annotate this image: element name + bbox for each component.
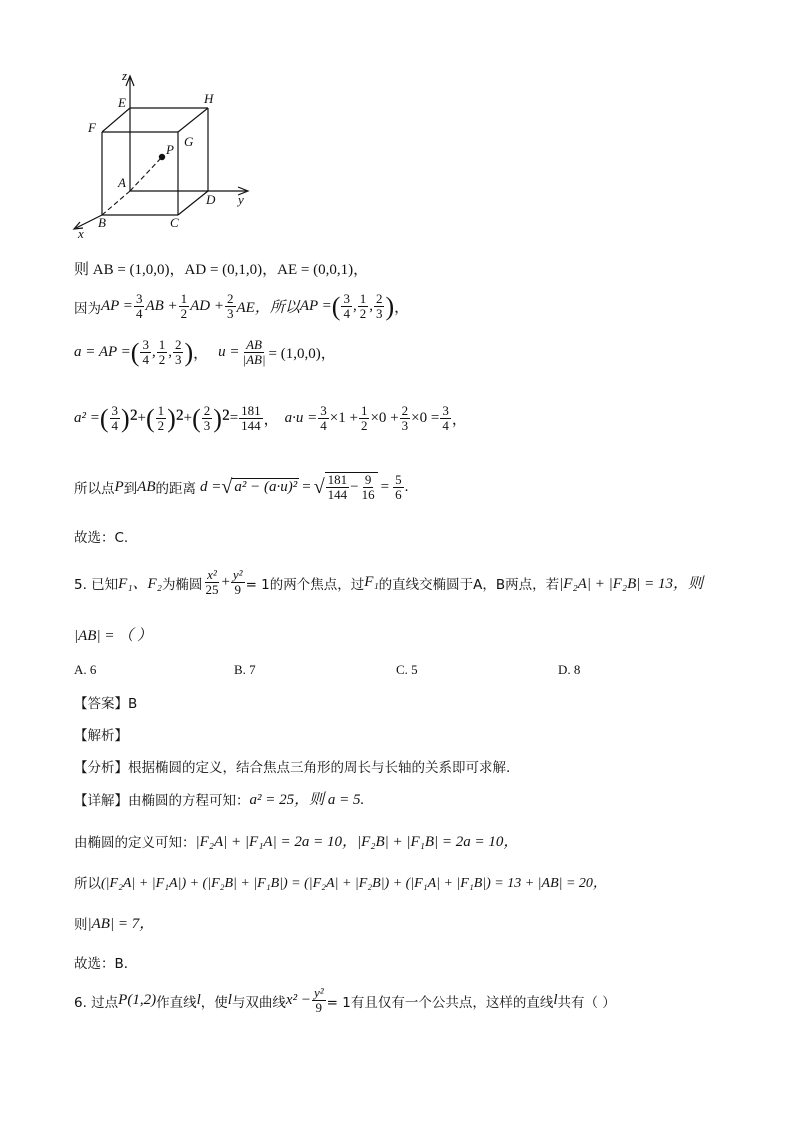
label-z: z xyxy=(122,70,128,83)
choice-b-line: 故选：B． xyxy=(74,956,138,972)
label-c: C xyxy=(170,215,179,230)
answer-label: 【答案】B xyxy=(74,696,138,712)
option-d[interactable]: D. 8 xyxy=(558,662,581,677)
question-5-blank: |AB| = （ ） xyxy=(74,628,152,644)
question-6: 6. 过点 P(1,2) 作直线 l ，使 l 与双曲线 x² − $\frac{\text{y²}}{9}$ = 1有且仅有一个公共点，这样的直线 l 共有（ ） xyxy=(74,985,616,1015)
option-a[interactable]: A. 6 xyxy=(74,662,97,677)
analysis-label: 【解析】 xyxy=(74,728,128,744)
ab-result-line: 则 |AB| = 7， xyxy=(74,916,155,933)
label-d: D xyxy=(206,192,216,207)
norm-dot-line: a² = ( $\frac{3}{4}$ )² + ( $\frac{1}{2}$ )² + ( $\frac{2}{3}$ )² = $\frac{181}{144}$ ， a·u = $\frac{3}{4}$ ×1 + $\frac{1}{2}$ ×0 + $\frac{2}{3}$ ×0 = $\frac{3}{4}$ ， xyxy=(74,403,467,433)
choice-c-line: 故选：C. xyxy=(74,530,129,546)
analysis-summary: 【分析】根据椭圆的定义，结合焦点三角形的周长与长轴的关系即可求解. xyxy=(74,760,511,776)
definition-line: 由椭圆的定义可知： |F₂A| + |F₁A| = 2a = 10，|F₂B| + |F₁B| = 2a = 10， xyxy=(74,834,519,851)
label-a: A xyxy=(118,175,126,190)
option-c[interactable]: C. 5 xyxy=(396,662,418,677)
label-b: B xyxy=(98,215,106,230)
label-e: E xyxy=(118,95,126,110)
question-5: 5. 已知 F₁、F₂ 为椭圆 $\frac{\text{x²}}{25}$ + $\frac{\text{y²}}{9}$ = 1的两个焦点，过 F₁ 的直线交椭圆于A，B两点，若 |F₂A| + |F₂B| = 13，则 xyxy=(74,567,703,597)
sum-line: 所以 (|F₂A| + |F₁A|) + (|F₂B| + |F₁B|) = (|F₂A| + |F₂B|) + (|F₁A| + |F₁B|) = 13 + |AB| = 20， xyxy=(74,876,607,892)
detail-line: 【详解】由椭圆的方程可知： a² = 25，则 a = 5. xyxy=(74,792,365,809)
label-g: G xyxy=(184,134,194,149)
label-f: F xyxy=(88,120,96,135)
label-x: x xyxy=(78,226,84,240)
vector-basis-line: 则 AB = (1,0,0)，AD = (0,1,0)，AE = (0,0,1)， xyxy=(74,262,369,278)
label-p: P xyxy=(166,142,174,157)
option-b[interactable]: B. 7 xyxy=(234,662,256,677)
point-p xyxy=(159,154,165,160)
cube-figure xyxy=(70,70,260,240)
ap-decomposition-line: 因为 AP = $\frac{3}{4}$ AB + $\frac{1}{2}$ AD + $\frac{2}{3}$ AE，所以 AP = ( $\frac{3}{4}$ , $\frac{1}{2}$ , $\frac{2}{3}$ ) ， xyxy=(74,291,410,321)
label-y: y xyxy=(238,192,244,207)
label-h: H xyxy=(204,91,214,106)
a-u-vectors-line: a = AP = ( $\frac{3}{4}$ , $\frac{1}{2}$ , $\frac{2}{3}$ ) ， u = $\frac{AB}{|AB|}$ = (1,0,0)， xyxy=(74,337,336,367)
distance-line: 所以点 P 到 AB 的距离 d = √ a² − (a·u)² = √ $\frac{181}{144}$ − $\frac{9}{16}$ = $\frac{5}{6}$ . xyxy=(74,471,409,502)
